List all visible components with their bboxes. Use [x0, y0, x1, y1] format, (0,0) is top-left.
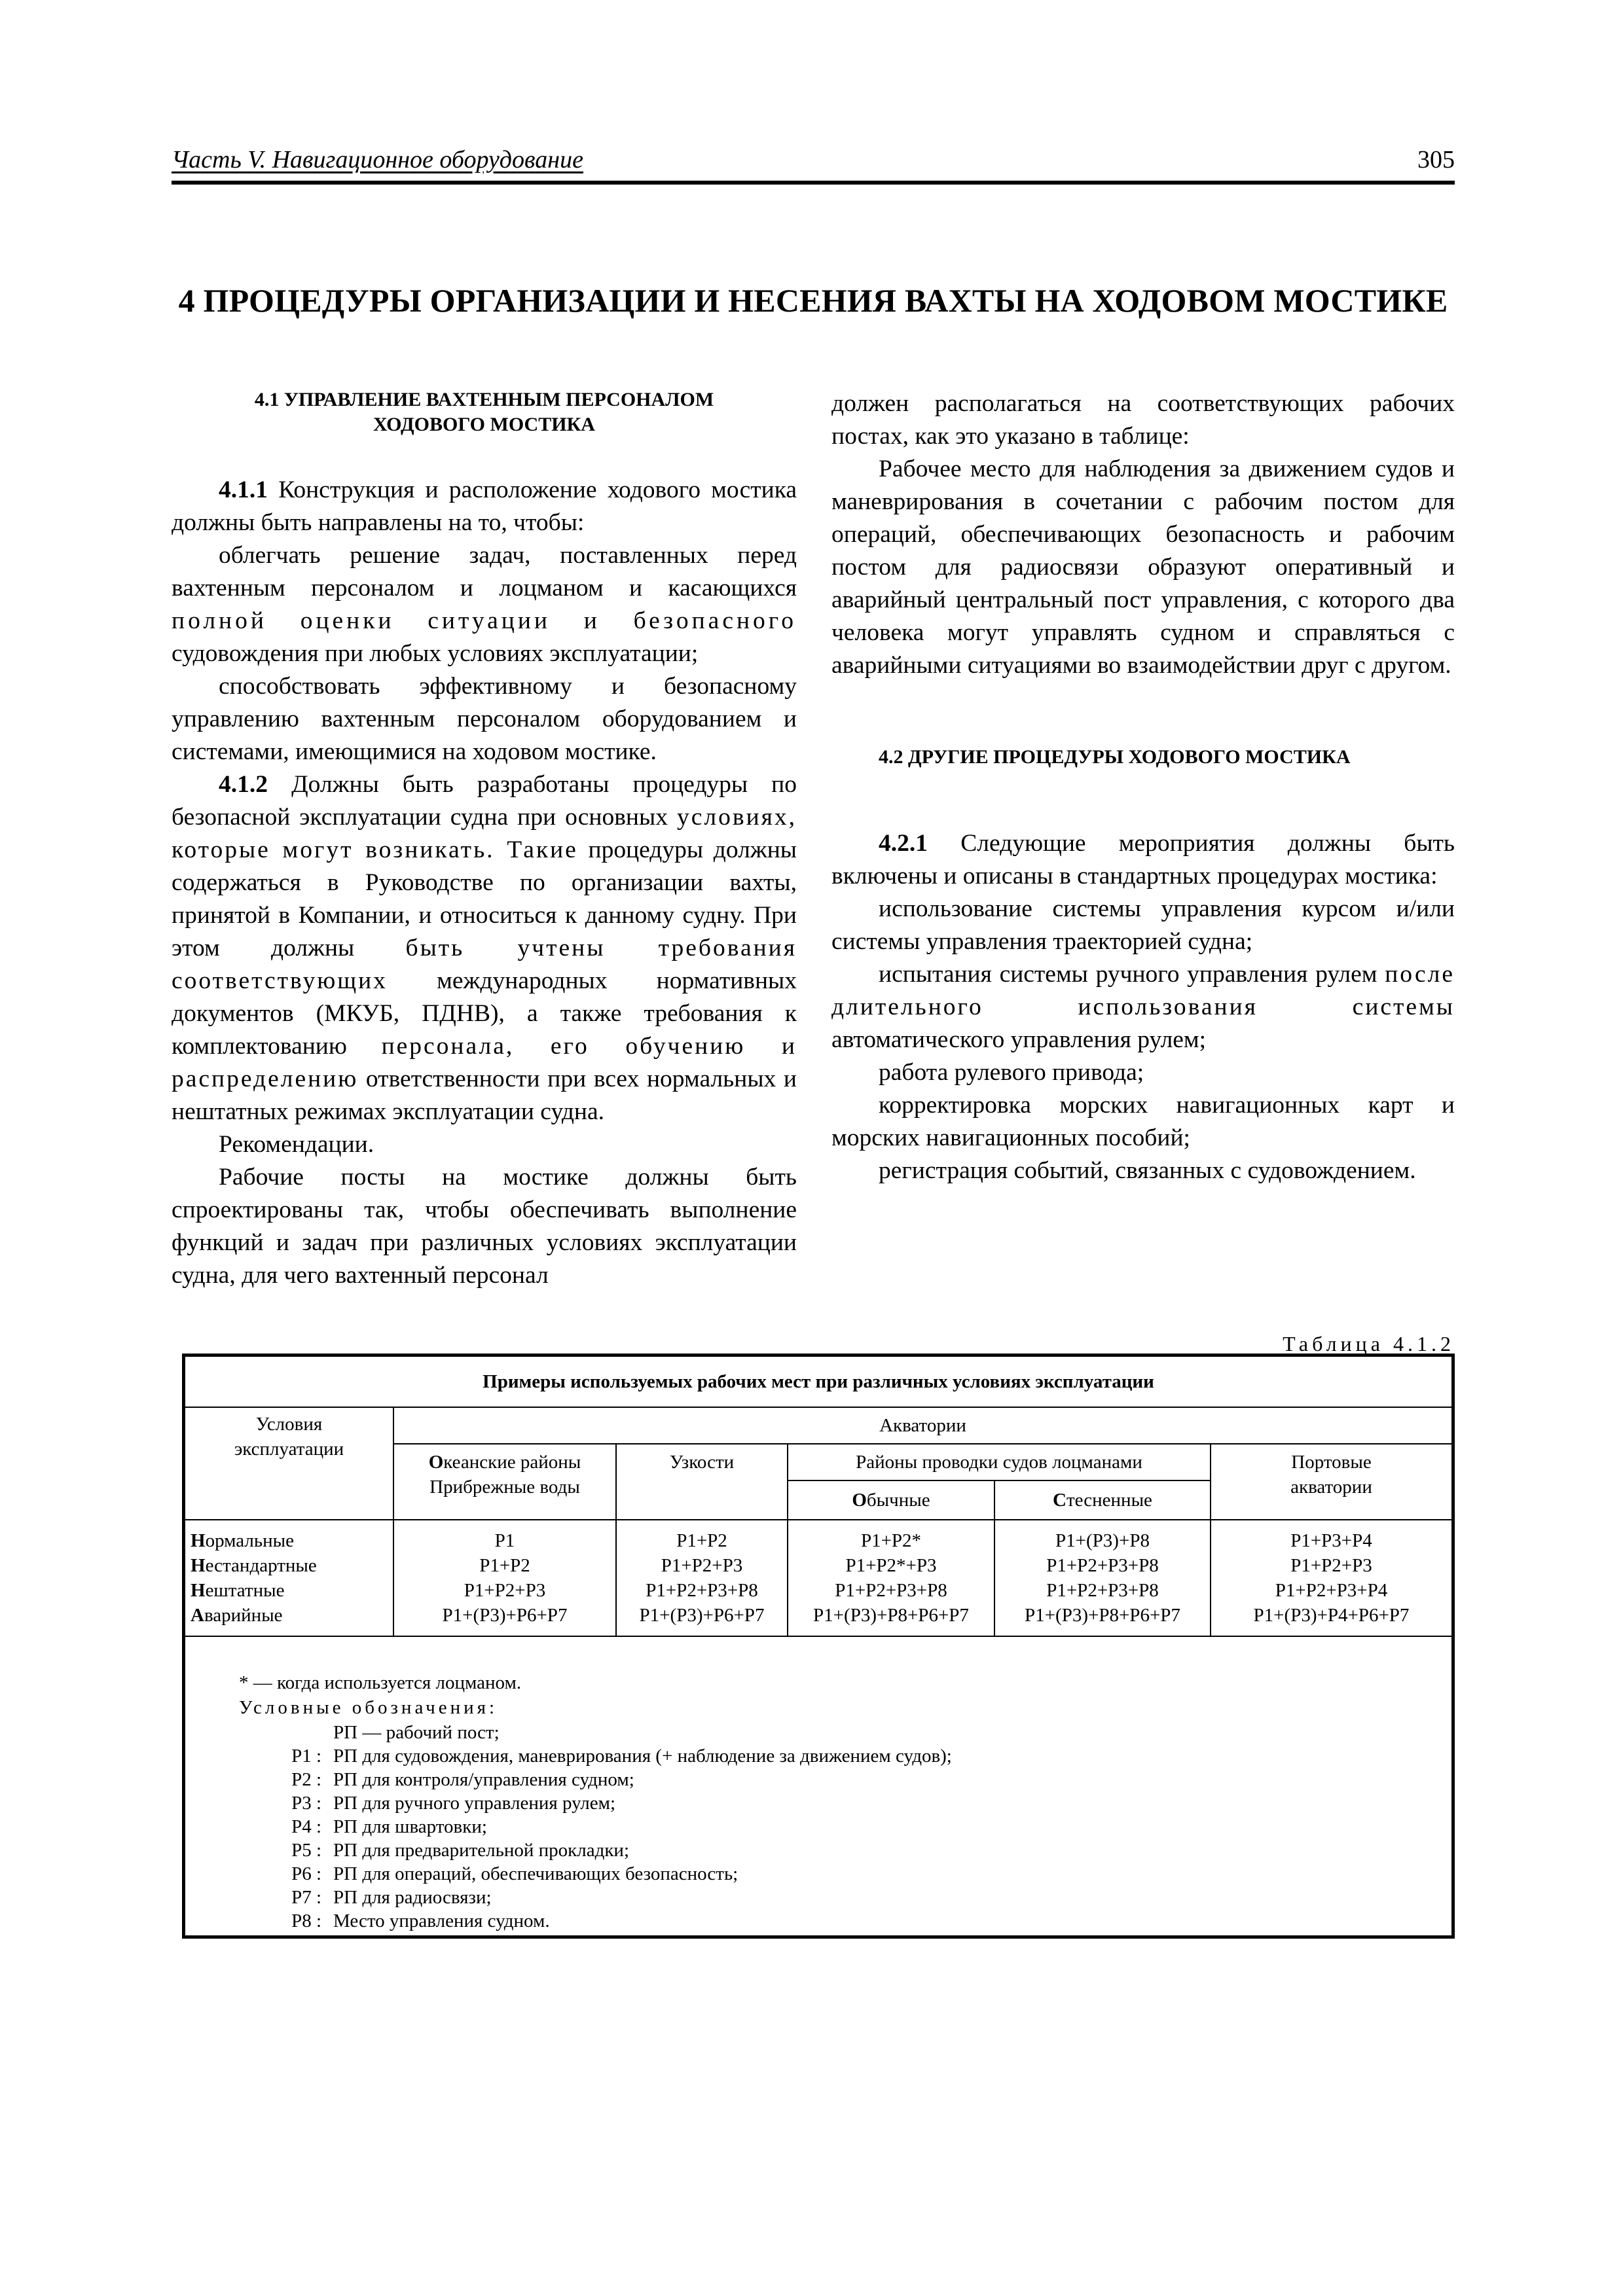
legend-text: РП для швартовки; — [333, 1816, 487, 1837]
table-value: P1+P2+P3+P8 — [835, 1580, 947, 1601]
paragraph-text-spaced: условиях, которые могут возникать. Такие — [172, 804, 797, 863]
paragraph-text-spaced: после длительного использования системы — [831, 961, 1455, 1020]
legend-text: РП для ручного управления рулем; — [333, 1793, 616, 1814]
paragraph — [172, 539, 797, 670]
table-caption: Примеры используемых рабочих мест при различных условиях эксплуатации — [185, 1357, 1451, 1407]
right-column — [831, 387, 1455, 1187]
paragraph: использование системы управления курсом и/или системы управления траекторией судна; — [831, 895, 1455, 955]
paragraph-text-spaced: персонала, его обучению и распределению — [172, 1033, 797, 1092]
table-value: P1+P2+P3 — [464, 1580, 546, 1601]
clause-number: 4.1.1 — [219, 476, 268, 503]
paragraph-text: Следующие мероприятия должны быть включены и описаны в стандартных процедурах мостика: — [831, 830, 1455, 889]
table-value: P1+P2+P3+P8 — [1046, 1555, 1159, 1576]
paragraph-text: процедуры должны содержаться в Руководстве по организации вахты, принятой в Компании, и относиться к данному судну. При этом должны — [172, 836, 797, 961]
table-value: P1+P2* — [860, 1530, 922, 1551]
table-value: P1+P2+P3 — [661, 1555, 743, 1576]
table-value: P1+P2+P3+P8 — [1046, 1580, 1159, 1601]
legend-text: РП для контроля/управления судном; — [333, 1769, 634, 1790]
legend-code: P1 : — [291, 1746, 321, 1767]
page-number: 305 — [1417, 146, 1455, 173]
recommendations-label: Рекомендации. — [219, 1131, 374, 1158]
table-value: P1+(P3)+P8+P6+P7 — [1025, 1605, 1180, 1626]
legend-code: P2 : — [291, 1769, 321, 1790]
col-header-ocean: Океанские районы Прибрежные воды — [393, 1444, 616, 1520]
clause-number: 4.1.2 — [219, 771, 268, 798]
table-value: P1+P2 — [676, 1530, 727, 1551]
footnote: * — когда используется лоцманом. — [239, 1672, 522, 1693]
paragraph: должен располагаться на соответствующих рабочих постах, как это указано в таблице: — [831, 390, 1455, 450]
legend-text: РП для судовождения, маневрирования (+ наблюдение за движением судов); — [333, 1746, 952, 1767]
running-header — [172, 145, 1455, 185]
paragraph — [831, 958, 1455, 1056]
paragraph-4-1-2 — [172, 768, 797, 1128]
legend-code: P4 : — [291, 1816, 321, 1837]
paragraph-text: Конструкция и расположение ходового мостика должны быть направлены на то, чтобы: — [172, 476, 797, 536]
col-header-port: Портовые акватории — [1211, 1444, 1451, 1520]
table-value: P1 — [494, 1530, 515, 1551]
table-value: P1+P3+P4 — [1290, 1530, 1372, 1551]
legend-text: РП для операций, обеспечивающих безопасность; — [333, 1863, 739, 1884]
paragraph-text-spaced: полной оценки ситуации и безопасного — [172, 607, 797, 634]
col-header-pilot: Районы проводки судов лоцманами — [788, 1444, 1211, 1480]
paragraph: Рабочее место для наблюдения за движением судов и маневрирования в сочетании с рабочим постом для операций, обеспечивающих безопасность и рабочим постом для радиосвязи образуют оперативный и аварийный центральный пост управления, с которого два человека могут управлять судном и справляться с аварийными ситуациями во взаимодействии друг с другом. — [831, 456, 1455, 679]
paragraph: способствовать эффективному и безопасному управлению вахтенным персоналом оборудованием и системами, имеющимися на ходовом мостике. — [172, 673, 797, 765]
paragraph-text: Должны быть разработаны процедуры по безопасной эксплуатации судна при основных — [172, 771, 797, 831]
paragraph-text: ответственности при всех нормальных и нештатных режимах эксплуатации судна. — [172, 1066, 797, 1125]
part-title: Часть V. Навигационное оборудование — [172, 146, 583, 173]
waters-header: Акватории — [393, 1407, 1451, 1444]
section-heading-4-1-line2: ХОДОВОГО МОСТИКА — [373, 414, 595, 435]
legend-code: P3 : — [291, 1793, 321, 1814]
legend-code: P8 : — [291, 1910, 321, 1931]
condition-label: Нестандартные — [191, 1555, 317, 1576]
paragraph-text: автоматического управления рулем; — [831, 1026, 1207, 1053]
paragraph: работа рулевого привода; — [879, 1059, 1144, 1086]
port-cell — [1211, 1520, 1451, 1636]
conditions-header: Условия эксплуатации — [185, 1407, 393, 1520]
narrows-cell — [616, 1520, 788, 1636]
section-heading-4-2: 4.2 ДРУГИЕ ПРОЦЕДУРЫ ХОДОВОГО МОСТИКА — [879, 746, 1351, 768]
paragraph-text: испытания системы ручного управления рулем — [879, 961, 1377, 988]
table-value: P1+P2+P3 — [1290, 1555, 1372, 1576]
paragraph-text: судовождения при любых условиях эксплуатации; — [172, 640, 699, 667]
table-value: P1+(P3)+P4+P6+P7 — [1253, 1605, 1410, 1626]
col-header-pilot-restricted: Стесненные — [994, 1480, 1211, 1520]
table-label: Таблица 4.1.2 — [1283, 1332, 1455, 1355]
pilot-restricted-cell — [994, 1520, 1211, 1636]
clause-number: 4.2.1 — [879, 830, 928, 857]
condition-label: Нештатные — [191, 1580, 285, 1601]
table-value: P1+P2+P3+P4 — [1275, 1580, 1388, 1601]
ocean-cell — [393, 1520, 616, 1636]
paragraph: Рабочие посты на мостике должны быть спроектированы так, чтобы обеспечивать выполнение функций и задач при различных условиях эксплуатации судна, для чего вахтенный персонал — [172, 1164, 797, 1289]
legend-text: РП — рабочий пост; — [333, 1722, 500, 1743]
legend-text: РП для радиосвязи; — [333, 1887, 492, 1908]
pilot-normal-cell — [788, 1520, 994, 1636]
workstations-table — [182, 1354, 1455, 1939]
table-value: P1+P2*+P3 — [845, 1555, 937, 1576]
col-header-narrows: Узкости — [616, 1444, 788, 1520]
table-grid — [185, 1357, 1451, 1637]
table-value: P1+(P3)+P8 — [1055, 1530, 1150, 1551]
section-heading-4-1-line1: 4.1 УПРАВЛЕНИЕ ВАХТЕННЫМ ПЕРСОНАЛОМ — [254, 389, 714, 410]
legend-code: P6 : — [291, 1863, 321, 1884]
condition-label: Аварийные — [191, 1605, 283, 1626]
legend-text: Место управления судном. — [333, 1910, 550, 1931]
paragraph: корректировка морских навигационных карт и морских навигационных пособий; — [831, 1092, 1455, 1151]
table-value: P1+P2+P3+P8 — [646, 1580, 758, 1601]
paragraph-text: облегчать решение задач, поставленных перед вахтенным персоналом и лоцманом и касающихся — [172, 542, 797, 601]
legend-heading: Условные обозначения: — [239, 1697, 498, 1718]
paragraph-4-1-1 — [172, 474, 797, 539]
legend-code: P5 : — [291, 1840, 321, 1861]
table-value: P1+(P3)+P8+P6+P7 — [813, 1605, 969, 1626]
paragraph-text-spaced: быть учтены требования соответствующих — [172, 935, 797, 994]
paragraph: регистрация событий, связанных с судовождением. — [879, 1157, 1416, 1184]
chapter-title: 4 ПРОЦЕДУРЫ ОРГАНИЗАЦИИ И НЕСЕНИЯ ВАХТЫ НА ХОДОВОМ МОСТИКЕ — [178, 282, 1448, 319]
paragraph-text: международных нормативных документов (МКУБ, ПДНВ), а также требования к комплектованию — [172, 967, 797, 1060]
table-value: P1+(P3)+P6+P7 — [639, 1605, 765, 1626]
left-column — [172, 387, 797, 1292]
table-value: P1+P2 — [479, 1555, 530, 1576]
col-header-pilot-normal: Обычные — [788, 1480, 994, 1520]
legend-text: РП для предварительной прокладки; — [333, 1840, 630, 1861]
conditions-cell — [185, 1520, 393, 1636]
paragraph-4-2-1 — [831, 827, 1455, 893]
legend-code: P7 : — [291, 1887, 321, 1908]
table-value: P1+(P3)+P6+P7 — [442, 1605, 568, 1626]
condition-label: Нормальные — [191, 1530, 294, 1551]
